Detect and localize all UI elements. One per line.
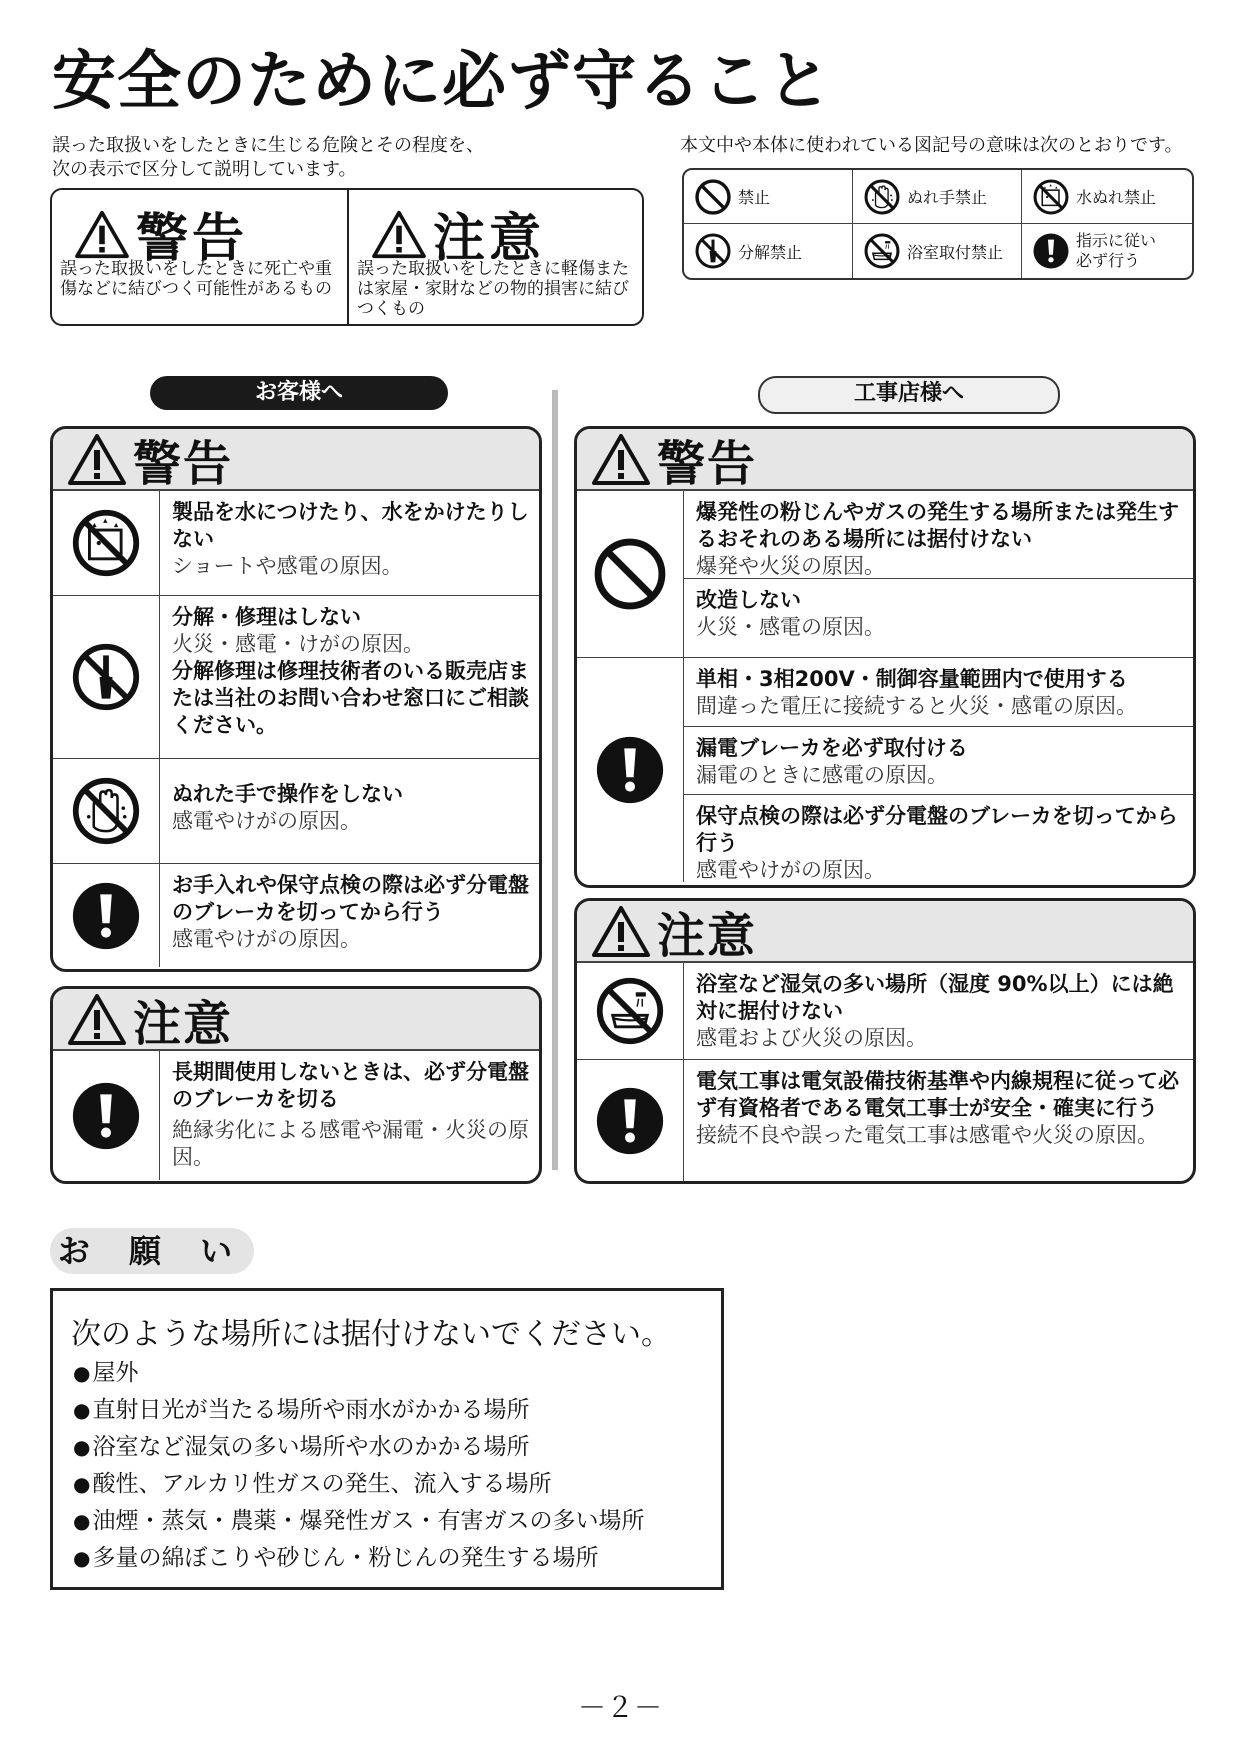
entry-reason: 感電やけがの原因。	[172, 809, 361, 833]
legend-item	[684, 224, 853, 278]
prohibition-icon	[694, 178, 732, 216]
customer-audience-label: お客様へ	[150, 376, 448, 410]
entry-reason: 爆発や火災の原因。	[696, 554, 885, 578]
signal-caution	[347, 190, 644, 324]
entry-reason: 感電やけがの原因。	[696, 858, 885, 882]
no-wet-hands-icon	[863, 178, 901, 216]
warning-triangle-icon	[74, 209, 130, 259]
panel-title: 警告	[133, 435, 234, 492]
warning-entry	[160, 864, 539, 957]
entry-reason: 感電および火災の原因。	[696, 1026, 927, 1050]
no-wet-hands-icon	[70, 775, 142, 847]
request-box	[50, 1288, 724, 1590]
panel-title: 警告	[657, 435, 758, 492]
legend-label: 浴室取付禁止	[907, 242, 1004, 262]
panel-title: 注意	[657, 907, 758, 964]
request-list	[73, 1355, 644, 1577]
entry-title: 長期間使用しないときは、必ず分電盤のブレーカを切る	[172, 1060, 529, 1111]
entry-title: お手入れや保守点検の際は必ず分電盤のブレーカを切ってから行う	[172, 873, 529, 924]
no-water-icon	[70, 507, 142, 579]
panel-title: 注意	[133, 995, 234, 1052]
entry-reason: 接続不良や誤った電気工事は感電や火災の原因。	[696, 1123, 1158, 1147]
warning-entry	[684, 578, 1193, 645]
caution-entry	[684, 963, 1193, 1056]
no-disassembly-icon	[70, 641, 142, 713]
list-item: ● 油煙・蒸気・農薬・爆発性ガス・有害ガスの多い場所	[73, 1503, 644, 1540]
list-item: ● 浴室など湿気の多い場所や水のかかる場所	[73, 1429, 644, 1466]
legend-item	[853, 170, 1022, 224]
warning-entry	[684, 726, 1193, 794]
entry-title: 分解・修理はしない	[172, 605, 361, 629]
signal-caution-desc: 誤った取扱いをしたときに軽傷または家屋・家財などの物的損害に結びつくもの	[357, 259, 629, 319]
signal-warning-label: 警告	[136, 209, 249, 269]
panel-header	[53, 429, 539, 490]
list-item: ● 多量の綿ぼこりや砂じん・粉じんの発生する場所	[73, 1540, 644, 1577]
legend-intro: 本文中や本体に使われている図記号の意味は次のとおりです。	[680, 135, 1183, 156]
warning-entry	[684, 794, 1193, 888]
mandatory-icon	[594, 734, 666, 806]
mandatory-icon	[70, 880, 142, 952]
no-water-icon	[1032, 178, 1070, 216]
entry-note: 分解修理は修理技術者のいる販売店または当社のお問い合わせ窓口にご相談ください。	[172, 659, 529, 737]
warning-entry	[684, 491, 1193, 578]
intro-line-1: 誤った取扱いをしたときに生じる危険とその程度を、	[52, 135, 484, 156]
intro-text	[52, 134, 484, 182]
page-title: 安全のために必ず守ること	[52, 45, 832, 119]
legend-item	[684, 170, 853, 224]
entry-title: 保守点検の際は必ず分電盤のブレーカを切ってから行う	[696, 804, 1178, 855]
entry-title: 改造しない	[696, 588, 801, 612]
caution-triangle-icon	[371, 209, 427, 259]
signal-word-box	[50, 188, 644, 326]
legend-item	[1022, 170, 1192, 224]
no-disassembly-icon	[694, 232, 732, 270]
entry-title: 製品を水につけたり、水をかけたりしない	[172, 500, 529, 551]
warning-triangle-icon	[591, 432, 651, 486]
entry-title: 漏電ブレーカを必ず取付ける	[696, 736, 968, 760]
legend-label: 禁止	[738, 188, 771, 207]
entry-reason: 火災・感電の原因。	[696, 615, 885, 639]
signal-caution-label: 注意	[433, 209, 546, 269]
customer-caution-panel	[50, 986, 542, 1184]
warning-row	[53, 863, 539, 967]
warning-triangle-icon	[67, 432, 127, 486]
caution-entry	[684, 1060, 1193, 1153]
entry-title: 単相・3相200V・制御容量範囲内で使用する	[696, 667, 1128, 691]
legend-label: 水ぬれ禁止	[1076, 188, 1157, 207]
warning-row	[577, 657, 1193, 882]
warning-entry	[684, 658, 1193, 726]
entry-reason: ショートや感電の原因。	[172, 554, 403, 578]
list-item: ● 直射日光が当たる場所や雨水がかかる場所	[73, 1392, 644, 1429]
installer-caution-panel	[574, 898, 1196, 1184]
signal-warning	[52, 190, 347, 324]
caution-row	[53, 1050, 539, 1180]
legend-label: ぬれ手禁止	[907, 188, 988, 207]
request-label: お 願 い	[50, 1228, 254, 1274]
request-heading: 次のような場所には据付けないでください。	[71, 1317, 671, 1352]
legend-item	[1022, 224, 1192, 278]
panel-header	[577, 429, 1193, 490]
panel-header	[53, 989, 539, 1050]
mandatory-icon	[70, 1080, 142, 1152]
warning-row	[53, 758, 539, 863]
legend-label: 分解禁止	[738, 242, 803, 262]
page-number: －２－	[577, 1691, 662, 1724]
warning-row	[53, 595, 539, 758]
prohibition-icon	[592, 536, 668, 612]
list-item: ● 屋外	[73, 1355, 644, 1392]
entry-title: 爆発性の粉じんやガスの発生する場所または発生するおそれのある場所には据付けない	[696, 500, 1179, 551]
entry-reason: 漏電のときに感電の原因。	[696, 763, 948, 787]
signal-warning-desc: 誤った取扱いをしたときに死亡や重傷などに結びつく可能性があるもの	[60, 259, 332, 299]
panel-header	[577, 901, 1193, 962]
legend-item	[853, 224, 1022, 278]
no-bathroom-install-icon	[594, 975, 666, 1047]
mandatory-icon	[1032, 232, 1070, 270]
legend-label: 指示に従い必ず行う	[1076, 231, 1157, 270]
entry-reason: 火災・感電・けがの原因。	[172, 632, 424, 656]
warning-row	[577, 490, 1193, 657]
warning-entry	[160, 491, 539, 584]
entry-reason: 間違った電圧に接続すると火災・感電の原因。	[696, 694, 1137, 718]
entry-title: ぬれた手で操作をしない	[172, 782, 403, 806]
warning-row	[53, 490, 539, 595]
no-bathroom-install-icon	[863, 232, 901, 270]
entry-reason: 感電やけがの原因。	[172, 927, 361, 951]
caution-triangle-icon	[591, 904, 651, 958]
warning-entry	[160, 759, 539, 839]
entry-reason: 絶縁劣化による感電や漏電・火災の原因。	[172, 1118, 529, 1169]
customer-warning-panel	[50, 426, 542, 972]
caution-triangle-icon	[67, 992, 127, 1046]
warning-entry	[160, 596, 539, 743]
installer-audience-label: 工事店様へ	[758, 376, 1060, 414]
column-divider	[552, 390, 558, 1170]
caution-row	[577, 962, 1193, 1059]
installer-warning-panel	[574, 426, 1196, 888]
caution-row	[577, 1059, 1193, 1181]
intro-line-2: 次の表示で区分して説明しています。	[52, 159, 357, 180]
entry-title: 浴室など湿気の多い場所（湿度 90%以上）には絶対に据付けない	[696, 972, 1174, 1023]
caution-entry	[160, 1051, 539, 1175]
mandatory-icon	[594, 1085, 666, 1157]
list-item: ● 酸性、アルカリ性ガスの発生、流入する場所	[73, 1466, 644, 1503]
symbol-legend	[682, 168, 1194, 280]
entry-title: 電気工事は電気設備技術基準や内線規程に従って必ず有資格者である電気工事士が安全・確実に行う	[696, 1069, 1179, 1120]
